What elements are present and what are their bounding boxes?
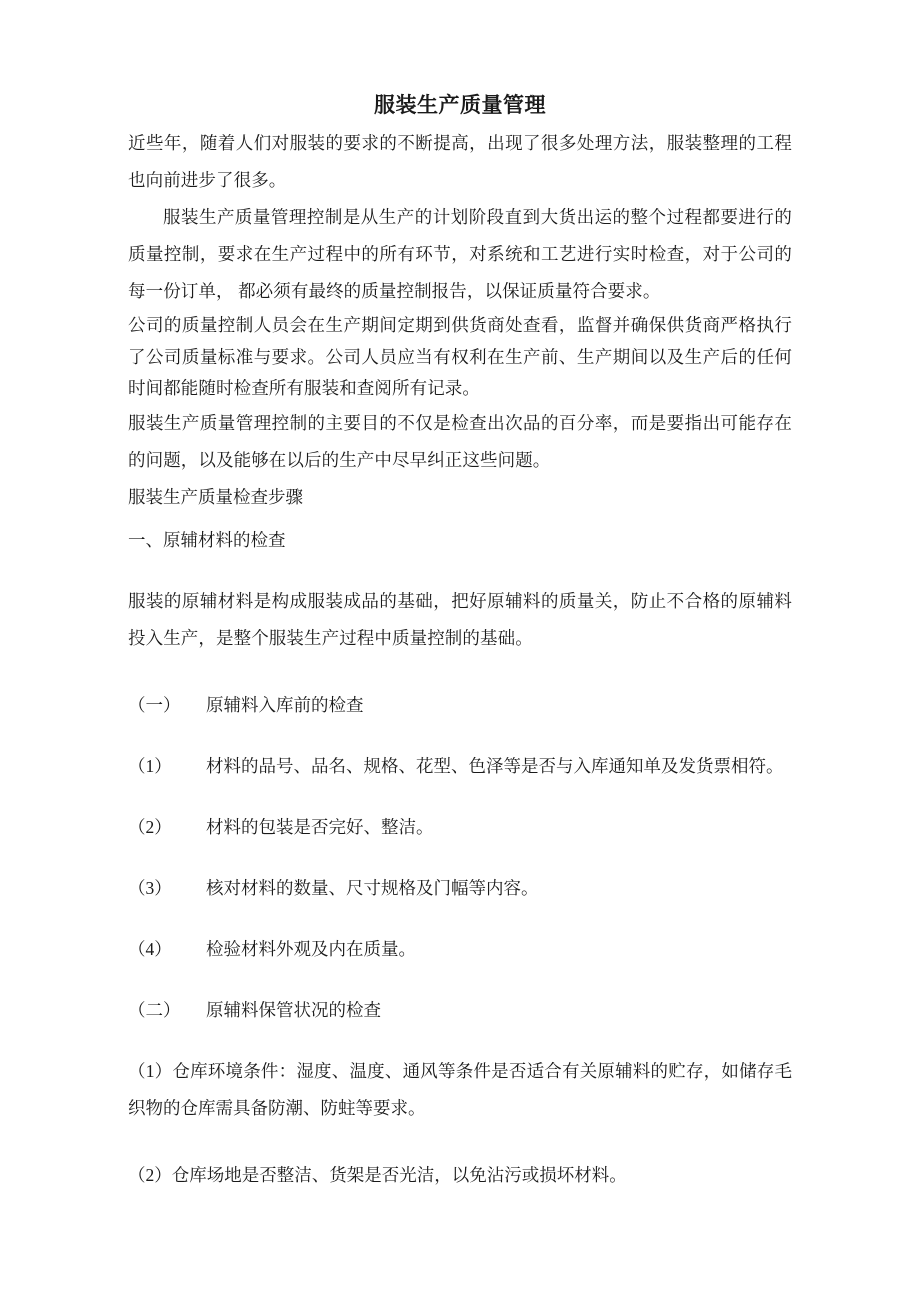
subsection-marker: （一） [128,694,181,715]
paragraph-materials-basis: 服装的原辅材料是构成服装成品的基础，把好原辅料的质量关，防止不合格的原辅料投入生产，是整个服装生产过程中质量控制的基础。 [128,590,792,648]
list-item-text: （2）仓库场地是否整洁、货架是否光洁，以免沾污或损坏材料。 [128,1164,627,1185]
spacer [128,559,792,583]
subsection-title: 原辅料入库前的检查 [206,694,364,715]
paragraph-control-overview: 服装生产质量管理控制是从生产的计划阶段直到大货出运的整个过程都要进行的质量控制，要求在生产过程中的所有环节，对系统和工艺进行实时检查，对于公司的每一份订单， 都必须有最终的质量控制报告，以保证质量符合要求。 [128,207,792,302]
list-item [128,748,792,785]
spacer [128,785,792,809]
list-item-text: 核对材料的数量、尺寸规格及门幅等内容。 [206,877,539,898]
paragraph-intro: 近些年，随着人们对服装的要求的不断提高，出现了很多处理方法，服装整理的工程也向前进步了很多。 [128,133,792,191]
spacer [128,846,792,870]
paragraph-purpose: 服装生产质量管理控制的主要目的不仅是检查出次品的百分率，而是要指出可能存在的问题，以及能够在以后的生产中尽早纠正这些问题。 [128,412,792,470]
list-item-marker: （1） [128,755,172,776]
list-item-text: 材料的品号、品名、规格、花型、色泽等是否与入库通知单及发货票相符。 [206,755,784,776]
list-item-text: 材料的包装是否完好、整洁。 [206,816,434,837]
list-item [128,870,792,907]
page-title: 服装生产质量管理 [374,93,546,117]
list-item-marker: （2） [128,816,172,837]
spacer [128,1127,792,1157]
section-heading-one: 一、原辅材料的检查 [128,529,286,550]
list-item [128,809,792,846]
spacer [128,907,792,931]
subsection-two-heading [128,992,792,1029]
subsection-title: 原辅料保管状况的检查 [206,999,381,1020]
spacer [128,724,792,748]
list-item-marker: （4） [128,938,172,959]
steps-label: 服装生产质量检查步骤 [128,486,303,507]
spacer [128,1029,792,1053]
subsection-marker: （二） [128,999,181,1020]
document-body [128,0,792,1194]
subsection-one-heading [128,687,792,724]
paragraph-company-inspection: 公司的质量控制人员会在生产期间定期到供货商处查看，监督并确保供货商严格执行了公司质量标准与要求。公司人员应当有权利在生产前、生产期间以及生产后的任何时间都能随时检查所有服装和查阅所有记录。 [128,315,792,399]
list-item-text: （1）仓库环境条件：湿度、温度、通风等条件是否适合有关原辅料的贮存，如储存毛织物的仓库需具备防潮、防蛀等要求。 [128,1060,792,1118]
spacer [128,657,792,687]
list-item-marker: （3） [128,877,172,898]
list-item-text: 检验材料外观及内在质量。 [206,938,416,959]
spacer [128,968,792,992]
list-item [128,931,792,968]
